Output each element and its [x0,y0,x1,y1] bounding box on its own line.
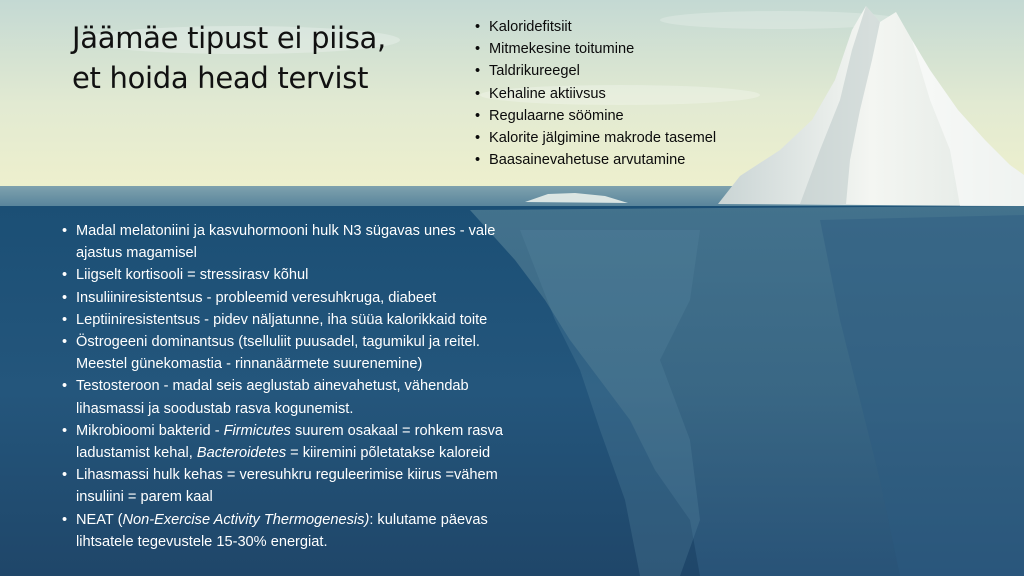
line [76,509,580,531]
text: ladustamist kehal, [76,445,197,462]
line [76,420,580,442]
list-item [60,464,580,508]
list-item: • Liigselt kortisooli = stressirasv kõhul [60,264,580,286]
term: Bacteroidetes [196,445,287,462]
line: • Madal melatoniini ja kasvuhormooni hulk N3 sügavas unes - vale [76,223,496,239]
list-item: • Mitmekesine toitumine [470,38,770,60]
line [76,442,580,464]
list-item [60,509,580,553]
visible-factors-list [470,16,770,171]
list-item [60,375,580,419]
list-item: • Regulaarne söömine [470,105,770,127]
line: lihasmassi ja soodustab rasva kogunemist. [76,400,354,417]
text: suurem osakaal = rohkem rasva [290,422,504,439]
line: ajastus magamisel [76,245,197,262]
text: : kulutame päevas [369,511,488,528]
list-item: • Kalorite jälgimine makrode tasemel [470,127,770,149]
list-item [60,331,580,375]
list-item: • Leptiiniresistentsus - pidev näljatunne, iha süüa kalorikkaid toite [60,309,580,331]
list-item [60,220,580,264]
text: NEAT ( [76,511,123,528]
hidden-factors-list [60,220,580,553]
text: Mikrobioomi bakterid - [76,422,224,439]
list-item [60,420,580,464]
line: • Testosteroon - madal seis aeglustab ainevahetust, vähendab [76,378,469,395]
text: = kiiremini põletatakse kaloreid [286,445,491,462]
line: • Östrogeeni dominantsus (tselluliit puusadel, tagumikul ja reitel. [76,334,480,351]
term: Firmicutes [223,422,291,439]
list-item: • Insuliiniresistentsus - probleemid veresuhkruga, diabeet [60,287,580,309]
slide-title [72,18,472,98]
line: Meestel günekomastia - rinnanäärmete suurenemine) [76,356,423,373]
list-item: • Kaloridefitsiit [470,16,770,38]
line: insuliini = parem kaal [76,489,213,506]
title-line-2: et hoida head tervist [72,61,369,95]
list-item: • Taldrikureegel [470,60,770,82]
list-item: • Kehaline aktiivsus [470,83,770,105]
list-item: • Baasainevahetuse arvutamine [470,149,770,171]
line: • Lihasmassi hulk kehas = veresuhkru reguleerimise kiirus =vähem [76,467,498,484]
title-line-1: Jäämäe tipust ei piisa, [72,21,386,55]
term: Non-Exercise Activity Thermogenesis) [122,511,370,528]
line: lihtsatele tegevustele 15-30% energiat. [76,533,328,550]
